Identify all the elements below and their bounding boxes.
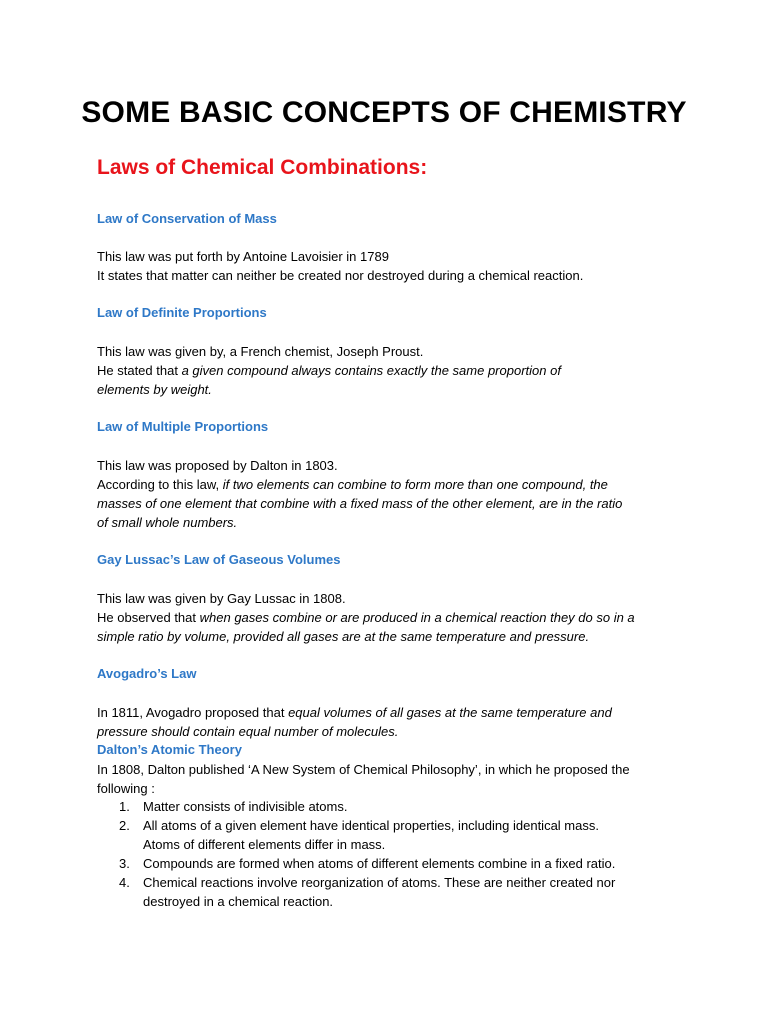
law-line: This law was proposed by Dalton in 1803. — [97, 458, 338, 473]
list-item-number: 1. — [119, 799, 130, 814]
law-line-italic: of small whole numbers. — [97, 515, 238, 530]
list-item-text: Atoms of different elements differ in mass. — [143, 837, 386, 852]
law-line — [97, 380, 212, 399]
law-line-italic: elements by weight. — [97, 382, 212, 397]
law-line-italic: simple ratio by volume, provided all gases are at the same temperature and pressure. — [97, 629, 590, 644]
law-line: following : — [97, 781, 155, 796]
list-item-text: Chemical reactions involve reorganization of atoms. These are neither created nor — [143, 875, 616, 890]
list-item-number: 3. — [119, 856, 130, 871]
law-line — [97, 361, 561, 380]
list-item-text: All atoms of a given element have identical properties, including identical mass. — [143, 818, 599, 833]
law-line-plain: He observed that — [97, 610, 200, 625]
list-item — [97, 873, 615, 911]
law-line — [97, 627, 589, 646]
law-line-italic: a given compound always contains exactly the same proportion of — [181, 363, 561, 378]
dalton-points-list — [97, 797, 615, 911]
law-heading-avogadro: Avogadro’s Law — [97, 666, 197, 681]
section-heading: Laws of Chemical Combinations: — [97, 156, 428, 179]
document-title: SOME BASIC CONCEPTS OF CHEMISTRY — [81, 96, 687, 129]
list-item-text: destroyed in a chemical reaction. — [143, 894, 334, 909]
law-line — [97, 703, 612, 722]
law-line-plain: He stated that — [97, 363, 182, 378]
law-line-italic: masses of one element that combine with a fixed mass of the other element, are in the ratio — [97, 496, 623, 511]
list-item-text: Matter consists of indivisible atoms. — [143, 799, 348, 814]
law-heading-conservation-of-mass: Law of Conservation of Mass — [97, 211, 277, 226]
law-line-plain: In 1811, Avogadro proposed that — [97, 705, 289, 720]
law-line: This law was put forth by Antoine Lavoisier in 1789 — [97, 249, 389, 264]
list-item-number: 2. — [119, 818, 130, 833]
law-line-italic: if two elements can combine to form more than one compound, the — [222, 477, 608, 492]
law-line-plain: According to this law, — [97, 477, 223, 492]
law-line: It states that matter can neither be created nor destroyed during a chemical reaction. — [97, 268, 584, 283]
list-item — [97, 854, 615, 873]
law-heading-multiple-proportions: Law of Multiple Proportions — [97, 419, 269, 434]
law-line — [97, 722, 398, 741]
law-heading-dalton-atomic-theory: Dalton’s Atomic Theory — [97, 742, 242, 757]
law-line — [97, 608, 635, 627]
list-item — [97, 797, 615, 816]
law-line-italic: equal volumes of all gases at the same temperature and — [288, 705, 612, 720]
list-item — [97, 816, 615, 854]
list-item-number: 4. — [119, 875, 130, 890]
law-line: This law was given by, a French chemist, Joseph Proust. — [97, 344, 424, 359]
law-line — [97, 475, 608, 494]
list-item-text: Compounds are formed when atoms of different elements combine in a fixed ratio. — [143, 856, 616, 871]
law-line — [97, 513, 237, 532]
law-line: In 1808, Dalton published ‘A New System of Chemical Philosophy’, in which he proposed the — [97, 762, 630, 777]
law-heading-gay-lussac: Gay Lussac’s Law of Gaseous Volumes — [97, 552, 341, 567]
law-line: This law was given by Gay Lussac in 1808. — [97, 591, 346, 606]
law-line-italic: when gases combine or are produced in a chemical reaction they do so in a — [199, 610, 635, 625]
law-heading-definite-proportions: Law of Definite Proportions — [97, 305, 267, 320]
law-line-italic: pressure should contain equal number of molecules. — [97, 724, 399, 739]
law-line — [97, 494, 622, 513]
